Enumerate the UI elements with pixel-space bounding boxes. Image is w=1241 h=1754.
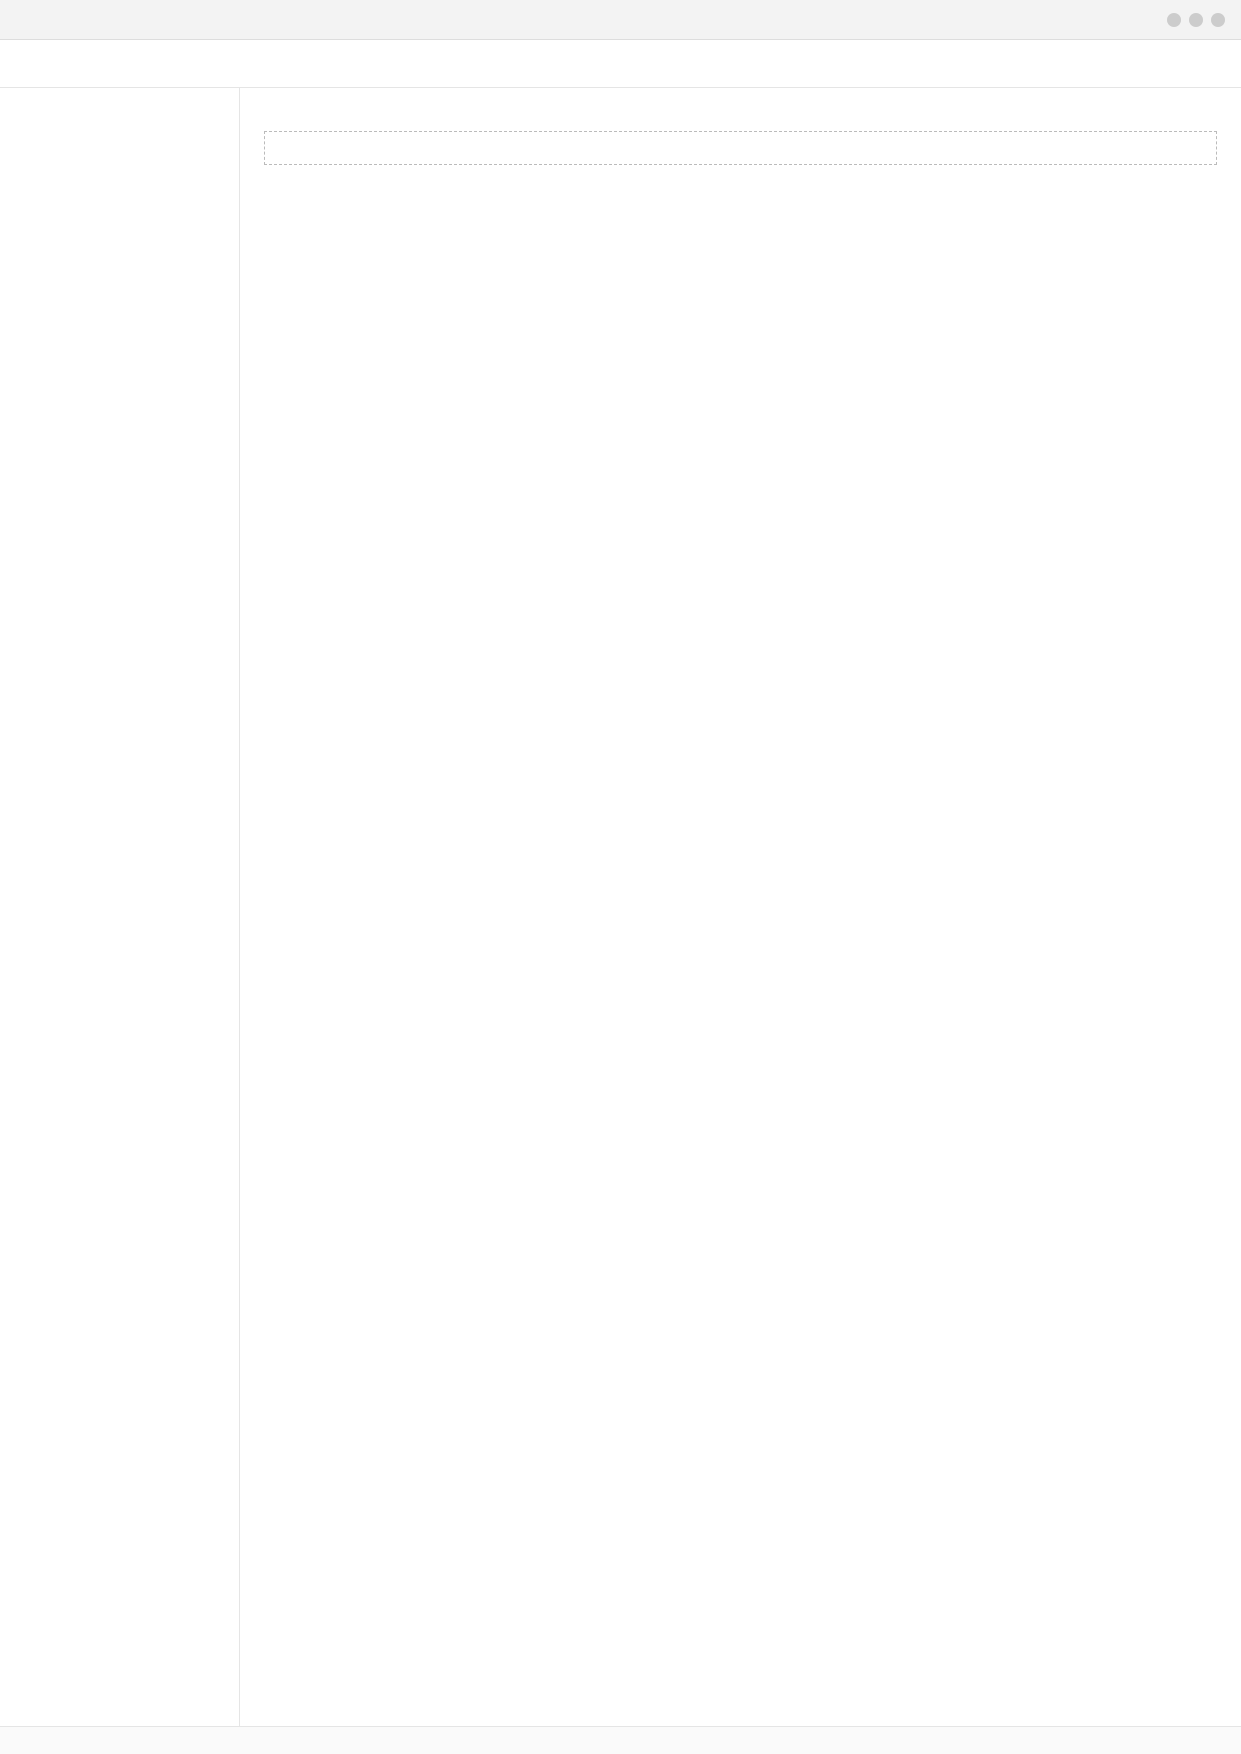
close-icon[interactable] bbox=[1211, 13, 1225, 27]
maximize-icon[interactable] bbox=[1189, 13, 1203, 27]
content-placeholder bbox=[264, 131, 1217, 165]
status-bar bbox=[0, 1726, 1241, 1754]
title-bar bbox=[0, 0, 1241, 40]
toolbar bbox=[0, 40, 1241, 88]
minimize-icon[interactable] bbox=[1167, 13, 1181, 27]
content-area bbox=[0, 88, 1241, 1726]
main-panel bbox=[240, 88, 1241, 1726]
sidebar bbox=[0, 88, 240, 1726]
